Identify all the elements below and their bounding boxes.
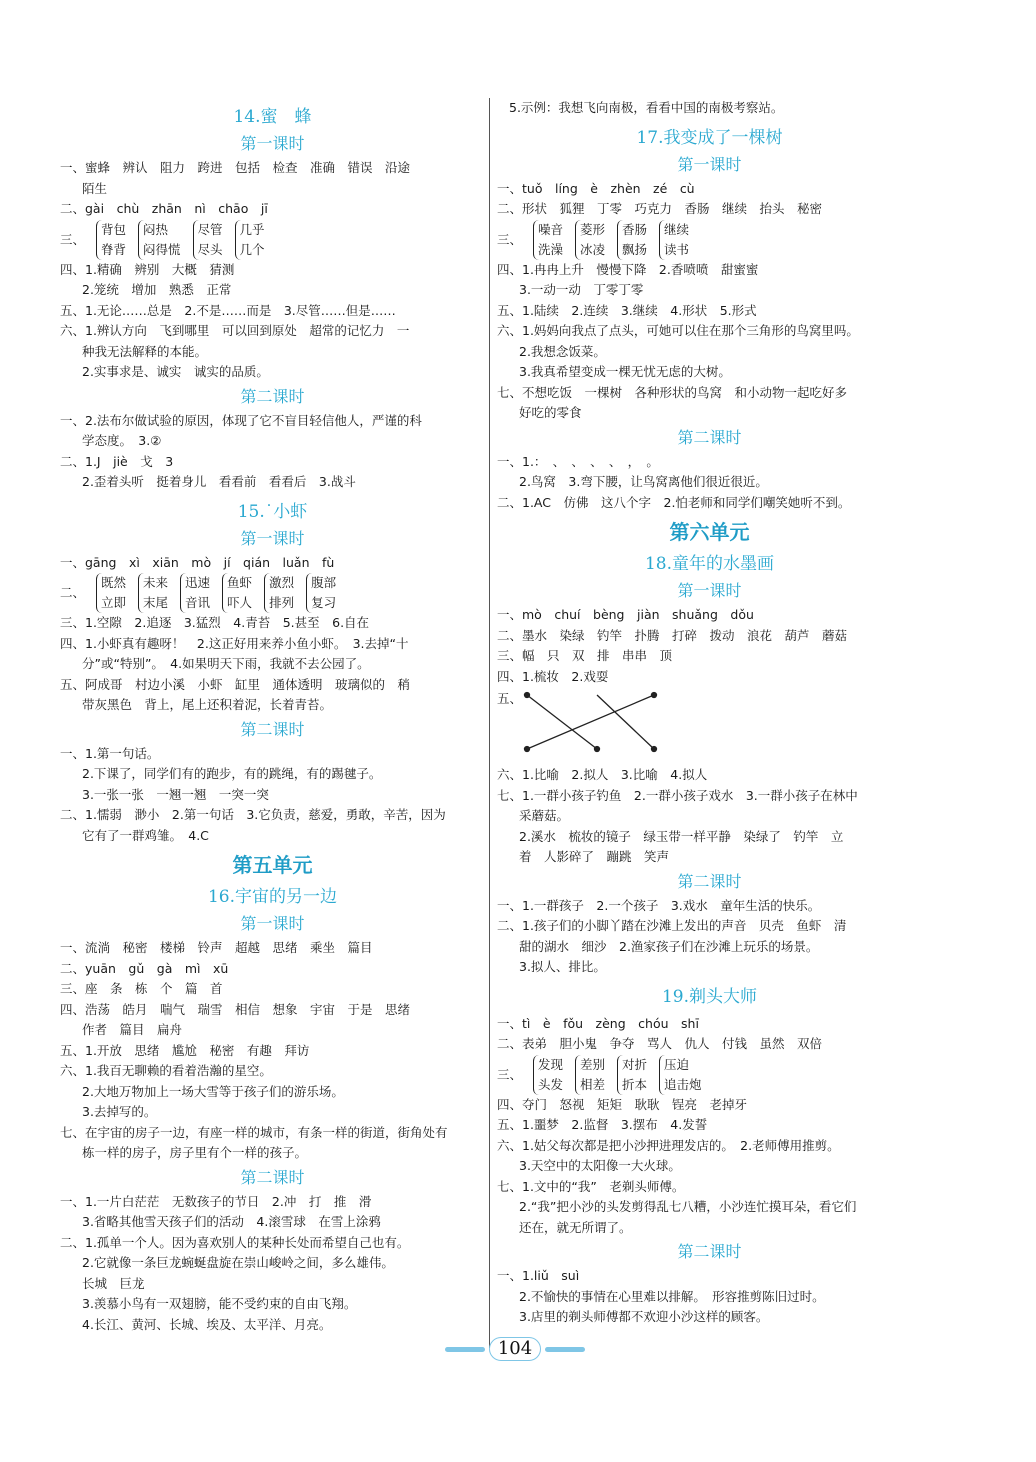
brace-group	[193, 220, 223, 260]
brace-item: 背包	[101, 221, 127, 237]
answer-line: 一、gāng xì xiān mò jí qián luǎn fù	[60, 554, 335, 570]
brace-item: 迅速	[185, 575, 211, 590]
answer-line: 3.省略其他雪天孩子们的活动 4.滚雪球 在雪上涂鸦	[82, 1214, 381, 1229]
answer-line: 二、表弟 胆小鬼 争夺 骂人 仇人 付钱 虽然 双倍	[497, 1036, 823, 1051]
answer-line: 六、1.辨认方向 飞到哪里 可以回到原处 超常的记忆力 一	[60, 323, 410, 338]
answer-line: 三、幅 只 双 排 串串 顶	[497, 648, 673, 663]
brace-item: 闷得慌	[143, 241, 181, 257]
answer-line: 一、1.liǔ suì	[497, 1268, 580, 1283]
answer-line: 五、阿成哥 村边小溪 小虾 缸里 通体透明 玻璃似的 稍	[60, 676, 411, 692]
answer-line: 四、1.精确 辨别 大概 猜测	[60, 261, 235, 277]
lesson-period: 第一课时	[677, 154, 742, 174]
brace-group	[659, 1055, 702, 1095]
brace-item: 排列	[269, 595, 295, 610]
answer-line: 二、1.孤单一个人。因为喜欢别人的某种长处而希望自己也有。	[60, 1234, 410, 1250]
lesson-title: 19.剃头大师	[661, 986, 758, 1007]
answer-line: 五、1.陆续 2.连续 3.继续 4.形状 5.形式	[497, 302, 757, 318]
lesson-period: 第二课时	[677, 1242, 742, 1261]
brace-item: 头发	[538, 1076, 564, 1092]
brace-item: 飘扬	[622, 241, 648, 257]
unit-heading: 第五单元	[232, 853, 313, 877]
answer-line: 分”或“特别”。 4.如果明天下雨，我就不去公园了。	[82, 656, 370, 671]
answer-line: 一、mò chuí bèng jiàn shuǎng dǒu	[497, 607, 754, 622]
brace-group-row	[60, 220, 485, 260]
brace-item: 激烈	[269, 575, 295, 590]
brace-item: 折本	[622, 1076, 648, 1092]
answer-line: 一、2.法布尔做试验的原因，体现了它不盲目轻信他人，严谨的科	[60, 412, 422, 428]
answer-line: 二、yuān gǔ gà mì xū	[60, 960, 229, 976]
answer-line: 好吃的零食	[519, 405, 582, 420]
brace-group	[222, 573, 252, 613]
answer-line: 二、1.孩子们的小脚丫踏在沙滩上发出的声音 贝壳 鱼虾 清	[497, 918, 847, 933]
answer-line: 一、蜜蜂 辨认 阻力 跨进 包括 检查 准确 错误 沿途	[60, 160, 411, 175]
answer-line: 2.下课了，同学们有的跑步，有的跳绳，有的踢毽子。	[82, 766, 382, 781]
answer-line: 3.羡慕小鸟有一双翅膀，能不受约束的自由飞翔。	[82, 1296, 357, 1311]
brace-item: 末尾	[143, 595, 169, 610]
brace-item: 对折	[622, 1056, 648, 1072]
lesson-period: 第一课时	[240, 528, 305, 548]
answer-line: 作者 篇目 扁舟	[82, 1022, 183, 1037]
unit-heading: 第六单元	[669, 520, 750, 544]
brace-group	[138, 220, 181, 260]
brace-item: 闷热	[143, 221, 169, 237]
page-number-ornament	[545, 1347, 585, 1352]
brace-item: 继续	[664, 221, 690, 237]
answer-line: 四、1.冉冉上升 慢慢下降 2.香喷喷 甜蜜蜜	[497, 261, 759, 277]
answer-line: 3.去掉写的。	[82, 1104, 157, 1119]
brace-group	[659, 220, 689, 260]
brace-lead: 三、	[497, 1066, 523, 1082]
lesson-title: 18.童年的水墨画	[644, 554, 775, 574]
answer-line: 一、1.一群孩子 2.一个孩子 3.戏水 童年生活的快乐。	[497, 897, 821, 913]
answer-line: 一、1.： 、 、 、 、 ， 。	[497, 453, 659, 469]
brace-item: 洗澡	[538, 241, 564, 257]
answer-line: 3.一动一动 丁零丁零	[519, 282, 644, 297]
brace-group	[575, 220, 605, 260]
brace-item: 腹部	[311, 575, 337, 590]
lesson-title: 15.˙小虾	[237, 501, 308, 522]
answer-line: 3.一张一张 一翘一翘 一突一突	[82, 786, 269, 802]
matching-label: 五、	[497, 691, 523, 706]
answer-line: 六、1.我百无聊赖的看着浩瀚的星空。	[60, 1063, 272, 1078]
lesson-period: 第一课时	[240, 914, 305, 933]
brace-item: 既然	[101, 575, 127, 590]
page-number-ornament	[445, 1347, 485, 1352]
lesson-title: 17.我变成了一棵树	[636, 127, 783, 148]
left-column	[60, 98, 485, 1335]
answer-line: 二、gài chù zhān nì chāo jī	[60, 201, 268, 216]
answer-line: 二、墨水 染绿 钓竿 扑腾 打碎 拨动 浪花 葫芦 蘑菇	[497, 627, 848, 643]
brace-lead: 三、	[60, 231, 86, 247]
answer-line: 五、1.无论……总是 2.不是……而是 3.尽管……但是……	[60, 302, 396, 318]
answer-line: 二、1.懦弱 渺小 2.第一句话 3.它负责，慈爱，勇敢，辛苦，因为	[60, 807, 446, 822]
brace-item: 脊背	[101, 241, 127, 257]
answer-line: 二、1.AC 仿佛 这八个字 2.怕老师和同学们嘲笑她听不到。	[497, 494, 851, 510]
answer-line: 二、形状 狐狸 丁零 巧克力 香肠 继续 抬头 秘密	[497, 201, 823, 216]
answer-line: 三、1.空隙 2.追逐 3.猛烈 4.青苔 5.甚至 6.自在	[60, 615, 370, 630]
brace-item: 未来	[143, 575, 169, 590]
answer-line: 五、1.噩梦 2.监督 3.摆布 4.发誓	[497, 1117, 708, 1132]
brace-group	[306, 573, 336, 613]
answer-line: 一、流淌 秘密 楼梯 铃声 超越 思绪 乘坐 篇目	[60, 940, 373, 955]
answer-line: 四、浩荡 皓月 喘气 瑞雪 相信 想象 宇宙 于是 思绪	[60, 1001, 411, 1017]
answer-line: 学态度。 3.②	[82, 433, 162, 448]
lesson-period: 第二课时	[240, 1167, 305, 1187]
answer-line: 采蘑菇。	[519, 808, 570, 823]
brace-item: 尽管	[197, 221, 223, 237]
brace-item: 压迫	[664, 1056, 690, 1072]
brace-group	[533, 220, 563, 260]
answer-line: 二、1.J jiè 戈 3	[60, 453, 174, 469]
answer-line: 着 人影碎了 蹦跳 笑声	[519, 849, 670, 864]
brace-item: 发现	[538, 1056, 564, 1072]
lesson-period: 第二课时	[677, 427, 742, 447]
answer-line: 六、1.姑父每次都是把小沙押进理发店的。 2.老师傅用推剪。	[497, 1137, 840, 1153]
answer-line: 2.它就像一条巨龙蜿蜒盘旋在崇山峻岭之间，多么雄伟。	[82, 1255, 394, 1270]
answer-line: 四、1.小虾真有趣呀！ 2.这正好用来养小鱼小虾。 3.去掉“十	[60, 635, 409, 651]
answer-line: 四、1.梳妆 2.戏耍	[497, 668, 609, 684]
right-column	[497, 98, 922, 1328]
answer-line: 七、在宇宙的房子一边，有座一样的城市，有条一样的街道，街角处有	[60, 1124, 448, 1140]
answer-line: 带灰黑色 背上，尾上还积着泥，长着青苔。	[82, 697, 333, 712]
answer-line: 2.歪着头听 挺着身儿 看看前 看看后 3.战斗	[82, 474, 356, 489]
lesson-period: 第二课时	[240, 386, 305, 406]
brace-group-row	[60, 573, 485, 613]
brace-item: 冰凌	[580, 241, 606, 257]
brace-group	[617, 220, 647, 260]
answer-line: 2.不愉快的事情在心里难以排解。 形容推剪陈旧过时。	[519, 1288, 825, 1304]
answer-line: 2.我想念饭菜。	[519, 343, 606, 359]
brace-item: 香肠	[622, 221, 648, 237]
page-number-badge	[440, 1336, 590, 1362]
brace-item: 几个	[239, 241, 265, 257]
answer-line: 4.长江、黄河、长城、埃及、太平洋、月亮。	[82, 1316, 332, 1332]
answer-line: 种我无法解释的本能。	[82, 343, 208, 359]
answer-line: 2.“我”把小沙的头发剪得乱七八糟，小沙连忙摸耳朵，看它们	[519, 1199, 857, 1214]
brace-item: 几乎	[239, 221, 265, 237]
answer-line: 一、1.一片白茫茫 无数孩子的节日 2.冲 打 推 滑	[60, 1193, 372, 1209]
answer-line: 3.我真希望变成一棵无忧无虑的大树。	[519, 364, 731, 379]
answer-line: 甜的湖水 细沙 2.渔家孩子们在沙滩上玩乐的场景。	[519, 938, 819, 954]
page-number: 104	[489, 1337, 541, 1361]
brace-item: 吓人	[227, 595, 253, 610]
answer-line: 六、1.妈妈向我点了点头，可她可以住在那个三角形的鸟窝里吗。	[497, 323, 859, 338]
brace-group	[264, 573, 294, 613]
answer-line: 它有了一群鸡雏。 4.C	[82, 827, 209, 843]
answer-line: 3.店里的剃头师傅都不欢迎小沙这样的顾客。	[519, 1309, 769, 1324]
brace-item: 菱形	[580, 221, 606, 237]
answer-line: 七、不想吃饭 一棵树 各种形状的鸟窝 和小动物一起吃好多	[497, 384, 848, 400]
lesson-period: 第一课时	[677, 581, 742, 600]
lesson-title: 14.蜜 蜂	[233, 107, 312, 127]
answer-line: 七、1.文中的“我” 老剃头师傅。	[497, 1178, 685, 1194]
answer-line: 陌生	[82, 180, 108, 196]
matching-diagram	[497, 689, 922, 761]
answer-line: 2.大地万物加上一场大雪等于孩子们的游乐场。	[82, 1083, 344, 1099]
answer-line: 2.笼统 增加 熟悉 正常	[82, 282, 232, 297]
lesson-period: 第一课时	[240, 134, 305, 153]
brace-group-row	[497, 220, 922, 260]
answer-line: 长城 巨龙	[82, 1275, 145, 1291]
brace-group-row	[497, 1055, 922, 1095]
brace-group	[533, 1055, 563, 1095]
brace-group	[617, 1055, 647, 1095]
lesson-period: 第二课时	[677, 871, 742, 891]
lesson-period: 第二课时	[240, 719, 305, 739]
column-divider	[489, 98, 490, 1348]
brace-item: 追击炮	[664, 1076, 702, 1092]
brace-item: 相差	[580, 1076, 606, 1092]
brace-item: 音讯	[185, 595, 211, 610]
answer-line: 一、tuǒ líng è zhèn zé cù	[497, 180, 695, 196]
brace-group	[180, 573, 210, 613]
answer-line: 四、夺门 怒视 矩矩 耿耿 锃亮 老掉牙	[497, 1096, 748, 1112]
answer-line: 一、tì è fǒu zèng chóu shī	[497, 1015, 699, 1031]
brace-item: 鱼虾	[227, 575, 253, 590]
brace-item: 差别	[580, 1056, 606, 1072]
brace-lead: 二、	[60, 585, 86, 600]
answer-line: 七、1.一群小孩子钓鱼 2.一群小孩子戏水 3.一群小孩子在林中	[497, 787, 858, 803]
brace-item: 立即	[101, 595, 127, 610]
answer-line: 一、1.第一句话。	[60, 745, 160, 761]
answer-line: 五、1.开放 思绪 尴尬 秘密 有趣 拜访	[60, 1042, 310, 1058]
answer-line: 2.实事求是、诚实 诚实的品质。	[82, 364, 269, 379]
answer-line: 栋一样的房子，房子里有个一样的孩子。	[82, 1145, 308, 1160]
brace-item: 读书	[664, 241, 690, 257]
answer-line: 2.鸟窝 3.弯下腰，让鸟窝离他们很近很近。	[519, 474, 768, 489]
brace-item: 复习	[311, 595, 337, 610]
lesson-title: 16.宇宙的另一边	[207, 887, 338, 907]
brace-group	[138, 573, 168, 613]
brace-group	[96, 573, 126, 613]
answer-line: 3.拟人、排比。	[519, 959, 606, 974]
answer-line: 3.天空中的太阳像一大火球。	[519, 1158, 681, 1173]
brace-item: 尽头	[197, 241, 223, 257]
brace-group	[575, 1055, 605, 1095]
answer-line: 还在，就无所谓了。	[519, 1219, 632, 1235]
answer-line: 六、1.比喻 2.拟人 3.比喻 4.拟人	[497, 767, 708, 782]
brace-group	[96, 220, 126, 260]
answer-line: 5.示例：我想飞向南极，看看中国的南极考察站。	[509, 100, 784, 115]
brace-item: 噪音	[538, 221, 564, 237]
brace-lead: 三、	[497, 231, 523, 247]
answer-line: 三、座 条 栋 个 篇 首	[60, 981, 223, 996]
answer-line: 2.溪水 梳妆的镜子 绿玉带一样平静 染绿了 钓竿 立	[519, 828, 844, 844]
brace-group	[235, 220, 265, 260]
matching-lines	[519, 689, 669, 759]
